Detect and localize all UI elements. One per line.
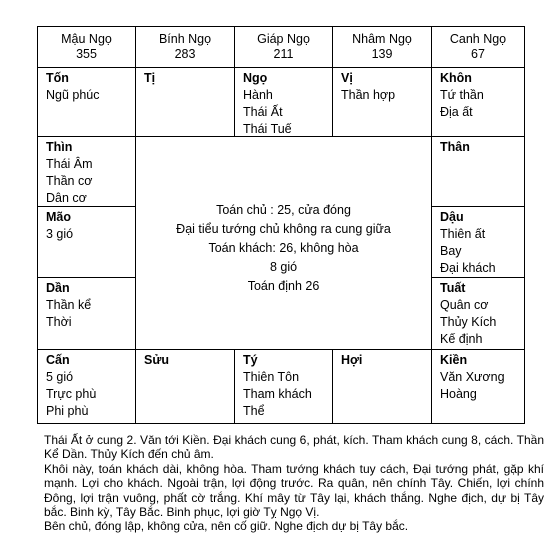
center-line: Đại tiểu tướng chủ không ra cung giữa — [176, 222, 391, 236]
center-line: Toán định 26 — [247, 279, 320, 293]
palace-vi — [332, 67, 432, 137]
header-value: 355 — [76, 47, 97, 61]
palace-khon — [431, 67, 525, 137]
palace-line: Thể — [243, 404, 265, 418]
palace-can — [37, 349, 136, 424]
header-cell-canh-ngo — [431, 26, 525, 68]
header-cell-binh-ngo — [135, 26, 235, 68]
palace-line: Thiên ất — [440, 227, 486, 241]
header-name: Nhâm Ngọ — [352, 32, 412, 46]
header-name: Bính Ngọ — [158, 32, 212, 46]
palace-line: Phi phù — [46, 404, 89, 418]
palace-name: Kiền — [440, 353, 468, 367]
header-value: 139 — [371, 47, 393, 61]
palace-ty — [234, 349, 333, 424]
palace-dan — [37, 277, 136, 350]
palace-dau — [431, 206, 525, 278]
center-summary — [135, 136, 432, 350]
palace-name: Mão — [46, 210, 71, 224]
header-cell-giap-ngo — [234, 26, 333, 68]
palace-line: Thái Âm — [46, 157, 93, 171]
palace-line: Thái Tuế — [243, 122, 292, 136]
palace-line: Tứ thần — [440, 88, 484, 102]
palace-line: Địa ất — [440, 105, 473, 119]
header-name: Canh Ngọ — [449, 32, 507, 46]
palace-line: Thái Ất — [243, 105, 283, 119]
palace-name: Thân — [440, 140, 470, 154]
palace-line: Tham khách — [243, 387, 312, 401]
palace-line: Dân cơ — [46, 191, 87, 205]
center-line: Toán chủ : 25, cửa đóng — [216, 203, 351, 217]
divination-board — [37, 26, 525, 424]
palace-line: 3 gió — [46, 227, 74, 241]
palace-name: Thìn — [46, 140, 73, 154]
note-paragraph: Bên chủ, đóng lập, không cửa, nên cố giữ. Nghe địch dự bị Tây bắc. — [44, 519, 409, 534]
palace-name: Ngọ — [243, 71, 268, 85]
palace-name: Khôn — [440, 71, 472, 85]
palace-line: Thiên Tôn — [243, 370, 300, 384]
palace-kien — [431, 349, 525, 424]
palace-name: Tị — [144, 71, 156, 85]
center-line: 8 gió — [269, 260, 298, 274]
palace-line: Thần kể — [46, 298, 92, 312]
palace-line: Văn Xương — [440, 370, 505, 384]
notes-section — [44, 433, 544, 534]
palace-name: Tốn — [46, 71, 69, 85]
palace-line: Thời — [46, 315, 72, 329]
palace-ton — [37, 67, 136, 137]
note-paragraph: Thái Ất ở cung 2. Văn tới Kiền. Đại khách cung 6, phát, kích. Tham khách cung 8, cách. Thần Kể Dần. Thủy Kích đến chủ âm. — [44, 433, 544, 462]
palace-name: Vị — [341, 71, 353, 85]
palace-name: Dậu — [440, 210, 464, 224]
palace-line: 5 gió — [46, 370, 74, 384]
palace-line: Thần hợp — [341, 88, 396, 102]
palace-thin — [37, 136, 136, 207]
header-cell-nham-ngo — [332, 26, 432, 68]
header-name: Giáp Ngọ — [257, 32, 310, 46]
palace-line: Ngũ phúc — [46, 88, 100, 102]
palace-line: Hành — [243, 88, 273, 102]
palace-line: Đại khách — [440, 261, 496, 275]
palace-tuat — [431, 277, 525, 350]
header-value: 211 — [273, 47, 294, 61]
palace-suu — [135, 349, 235, 424]
palace-ngo — [234, 67, 333, 137]
note-paragraph: Khôi này, toán khách dài, không hòa. Tham tướng khách tuy cách, Đại tướng phát, gặp khí mạnh. Lợi cho khách. Ngoài trận, lợi động trước. Ra quân, nên chính Tây. Chiến, lợi chính Đông, lợi trận vuông, phất cờ trắng. Khí mây từ Tây lại, khách thắng. Nghe địch, dự bị Tây bắc. Binh kỳ, Tây Bắc. Binh phục, lợi giờ Tỵ Ngọ Vị. — [44, 461, 544, 520]
header-value: 283 — [174, 47, 196, 61]
palace-name: Dần — [46, 281, 70, 295]
palace-name: Sửu — [144, 353, 170, 367]
palace-line: Thần cơ — [46, 174, 93, 188]
header-value: 67 — [471, 47, 485, 61]
palace-name: Tý — [243, 353, 258, 367]
palace-line: Bay — [440, 244, 462, 258]
palace-ti — [135, 67, 235, 137]
palace-name: Tuất — [440, 281, 466, 295]
palace-hoi — [332, 349, 432, 424]
palace-line: Quân cơ — [440, 298, 489, 312]
palace-name: Hợi — [341, 353, 363, 367]
palace-than — [431, 136, 525, 207]
palace-line: Thủy Kích — [440, 315, 497, 329]
center-line: Toán khách: 26, không hòa — [208, 241, 359, 255]
palace-name: Cấn — [46, 353, 70, 367]
header-cell-mau-ngo — [37, 26, 136, 68]
palace-line: Trực phù — [46, 387, 97, 401]
palace-mao — [37, 206, 136, 278]
palace-line: Hoàng — [440, 387, 477, 401]
header-name: Mậu Ngọ — [61, 32, 112, 46]
palace-line: Kế định — [440, 332, 483, 346]
